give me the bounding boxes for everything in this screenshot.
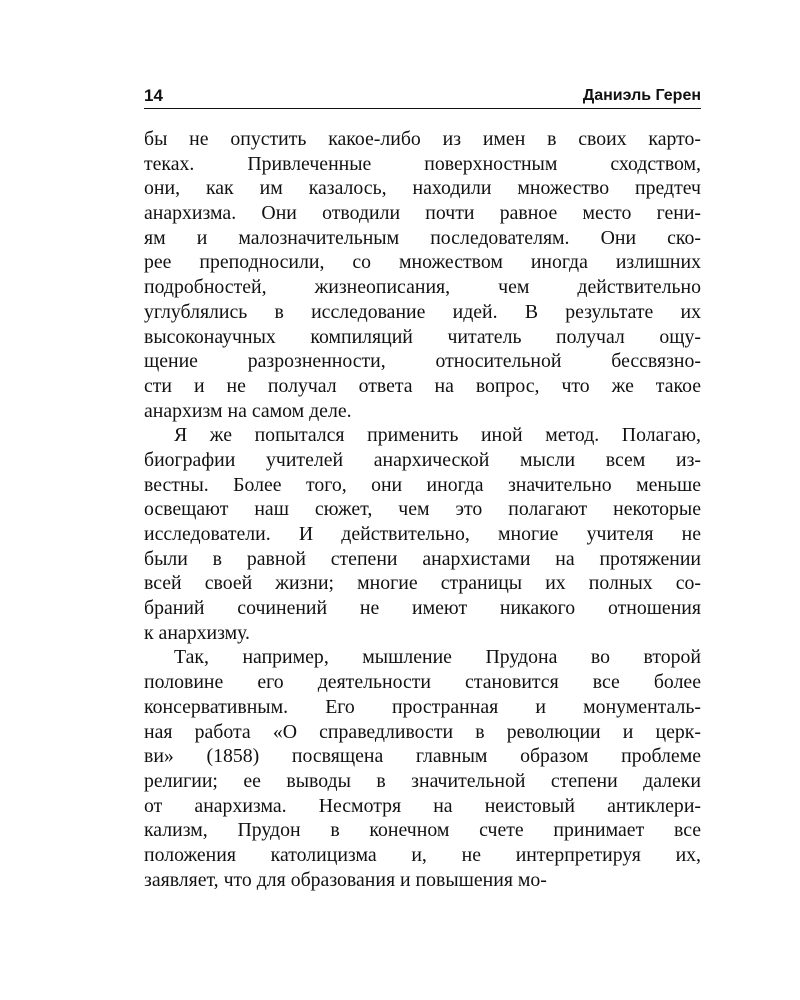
text-line: Я же попытался применить иной метод. Полагаю,	[174, 424, 701, 447]
text-line: рее преподносили, со множеством иногда излишних	[144, 251, 701, 274]
text-line: сти и не получал ответа на вопрос, что же такое	[144, 374, 701, 397]
running-title: Даниэль Герен	[582, 87, 701, 104]
text-line: заявляет, что для образования и повышения мо-	[144, 868, 547, 891]
page-number: 14	[144, 86, 163, 105]
text-line: углублялись в исследование идей. В результате их	[144, 300, 701, 323]
text-line: религии; ее выводы в значительной степени далеки	[144, 769, 701, 792]
text-line: всей своей жизни; многие страницы их полных со-	[144, 572, 701, 595]
text-line: Так, например, мышление Прудона во второй	[174, 646, 701, 669]
text-line: анархизм на самом деле.	[144, 399, 352, 422]
text-line: от анархизма. Несмотря на неистовый антиклери-	[144, 794, 701, 817]
text-line: кализм, Прудон в конечном счете принимает все	[144, 819, 701, 842]
text-line: к анархизму.	[144, 621, 250, 644]
text-line: положения католицизма и, не интерпретируя их,	[144, 843, 701, 866]
text-line: высоконаучных компиляций читатель получал ощу-	[144, 325, 701, 348]
text-line: исследователи. И действительно, многие учителя не	[144, 523, 701, 545]
paragraph	[144, 423, 701, 645]
text-line: были в равной степени анархистами на протяжении	[144, 547, 701, 570]
text-line: вестны. Более того, они иногда значительно меньше	[144, 473, 701, 496]
text-line: биографии учителей анархической мысли всем из-	[144, 448, 701, 471]
text-line: половине его деятельности становится все более	[144, 671, 701, 694]
text-line: щение разрозненности, относительной бессвязно-	[144, 350, 701, 373]
text-line: браний сочинений не имеют никакого отношения	[144, 597, 701, 620]
body-text	[144, 127, 701, 892]
text-line: анархизма. Они отводили почти равное место гени-	[144, 202, 701, 225]
text-line: ви» (1858) посвящена главным образом проблеме	[144, 745, 701, 768]
text-line: консервативным. Его пространная и монументаль-	[144, 695, 701, 718]
text-line: ная работа «О справедливости в революции и церк-	[144, 720, 701, 743]
text-line: теках. Привлеченные поверхностным сходством,	[144, 152, 701, 175]
text-line: ям и малозначительным последователям. Они ско-	[144, 226, 701, 249]
text-line: подробностей, жизнеописания, чем действительно	[144, 276, 701, 299]
paragraph	[144, 127, 701, 423]
running-head	[144, 86, 701, 109]
text-line: бы не опустить какое-либо из имен в своих карто-	[144, 128, 701, 150]
paragraph	[144, 645, 701, 892]
text-line: они, как им казалось, находили множество предтеч	[144, 177, 701, 200]
text-line: освещают наш сюжет, чем это полагают некоторые	[144, 498, 701, 521]
